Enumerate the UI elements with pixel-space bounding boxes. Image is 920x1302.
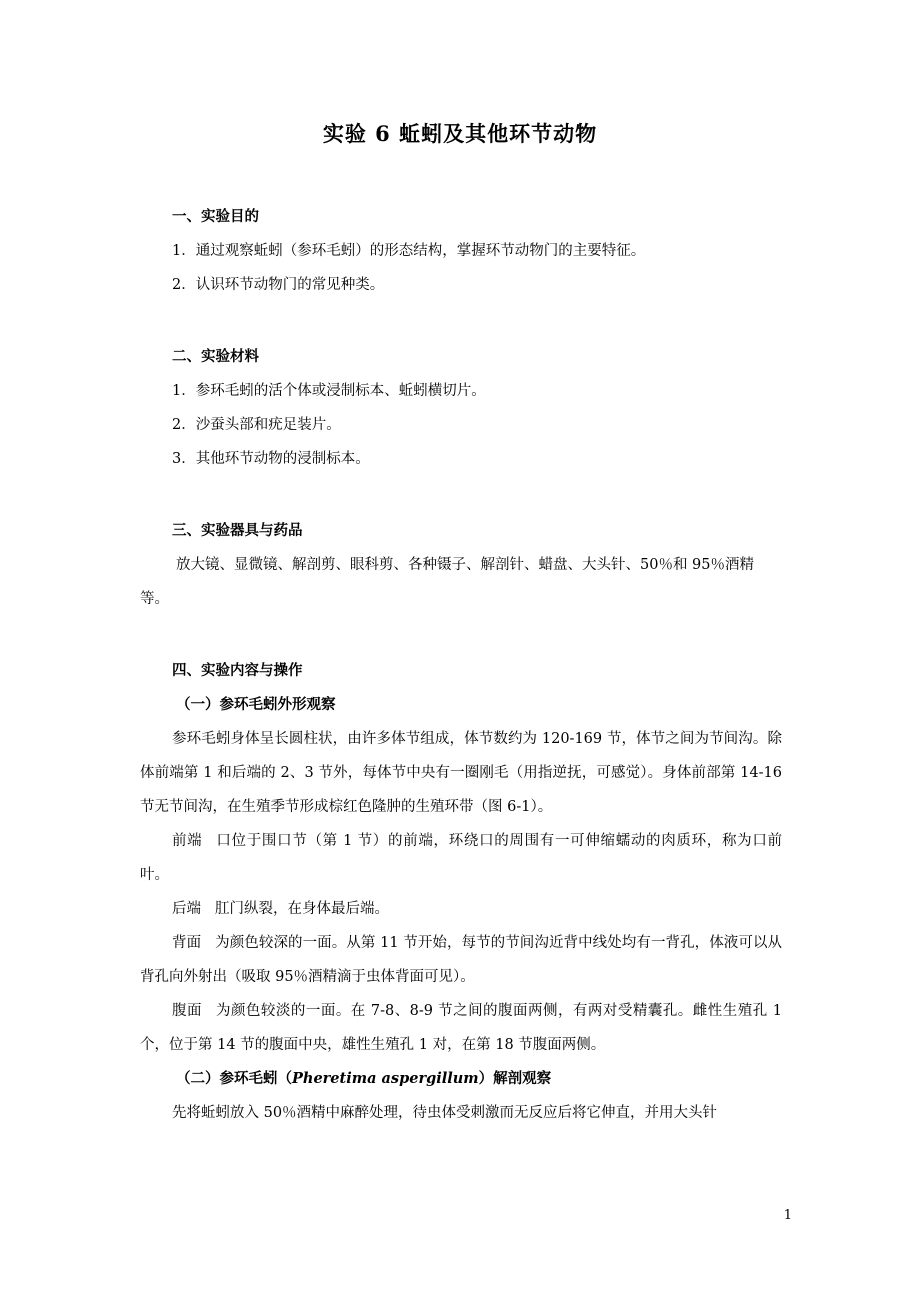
ventral-text: 为颜色较淡的一面。在 7-8、8-9 节之间的腹面两侧，有两对受精囊孔。雌性生殖孔 1 个，位于第 14 节的腹面中央，雄性生殖孔 1 对，在第 18 节腹面两侧。 bbox=[140, 1003, 783, 1053]
section-heading-equipment: 三、实验器具与药品 bbox=[172, 522, 303, 539]
section-heading-purpose: 一、实验目的 bbox=[172, 208, 259, 225]
section-heading-materials: 二、实验材料 bbox=[172, 348, 259, 365]
dissection-heading-suffix: ）解剖观察 bbox=[478, 1070, 552, 1087]
subsection-heading-external: （一）参环毛蚓外形观察 bbox=[176, 696, 336, 713]
list-item: 2．认识环节动物门的常见种类。 bbox=[172, 277, 385, 293]
list-item: 3．其他环节动物的浸制标本。 bbox=[172, 451, 370, 467]
page-number: 1 bbox=[783, 1208, 792, 1223]
front-end-paragraph bbox=[140, 824, 782, 892]
page-title: 实验 6 蚯蚓及其他环节动物 bbox=[322, 121, 598, 146]
front-end-label: 前端 bbox=[172, 833, 203, 849]
subsection-heading-dissection bbox=[140, 1062, 782, 1096]
rear-end-paragraph bbox=[140, 892, 782, 926]
external-intro-paragraph: 参环毛蚓身体呈长圆柱状，由许多体节组成，体节数约为 120-169 节，体节之间为节间沟。除体前端第 1 和后端的 2、3 节外，每体节中央有一圈刚毛（用指逆抚，可感觉）。身体前部第 14-16 节无节间沟，在生殖季节形成棕红色隆肿的生殖环带（图 6-1）。 bbox=[140, 731, 782, 815]
dorsal-paragraph bbox=[140, 926, 782, 994]
ventral-label: 腹面 bbox=[172, 1003, 202, 1019]
equipment-paragraph: 放大镜、显微镜、解剖剪、眼科剪、各种镊子、解剖针、蜡盘、大头针、50％和 95％酒精等。 bbox=[140, 557, 755, 607]
list-item: 1．参环毛蚓的活个体或浸制标本、蚯蚓横切片。 bbox=[172, 383, 486, 399]
dorsal-label: 背面 bbox=[172, 935, 202, 951]
dissection-heading-prefix: （二）参环毛蚓（ bbox=[176, 1070, 292, 1087]
section-heading-procedure: 四、实验内容与操作 bbox=[172, 662, 303, 679]
species-latin-name: Pheretima aspergillum bbox=[292, 1070, 479, 1087]
list-item: 2．沙蚕头部和疣足装片。 bbox=[172, 417, 341, 433]
document-body bbox=[140, 200, 782, 1130]
dissection-paragraph: 先将蚯蚓放入 50％酒精中麻醉处理，待虫体受刺激而无反应后将它伸直，并用大头针 bbox=[172, 1105, 718, 1121]
rear-end-text: 肛门纵裂，在身体最后端。 bbox=[215, 901, 389, 917]
dorsal-text: 为颜色较深的一面。从第 11 节开始，每节的节间沟近背中线处均有一背孔，体液可以从背孔向外射出（吸取 95％酒精滴于虫体背面可见）。 bbox=[140, 935, 783, 985]
front-end-text: 口位于围口节（第 1 节）的前端，环绕口的周围有一可伸缩蠕动的肉质环，称为口前叶。 bbox=[140, 833, 783, 883]
ventral-paragraph bbox=[140, 994, 782, 1062]
rear-end-label: 后端 bbox=[172, 901, 201, 917]
list-item: 1．通过观察蚯蚓（参环毛蚓）的形态结构，掌握环节动物门的主要特征。 bbox=[172, 243, 646, 259]
